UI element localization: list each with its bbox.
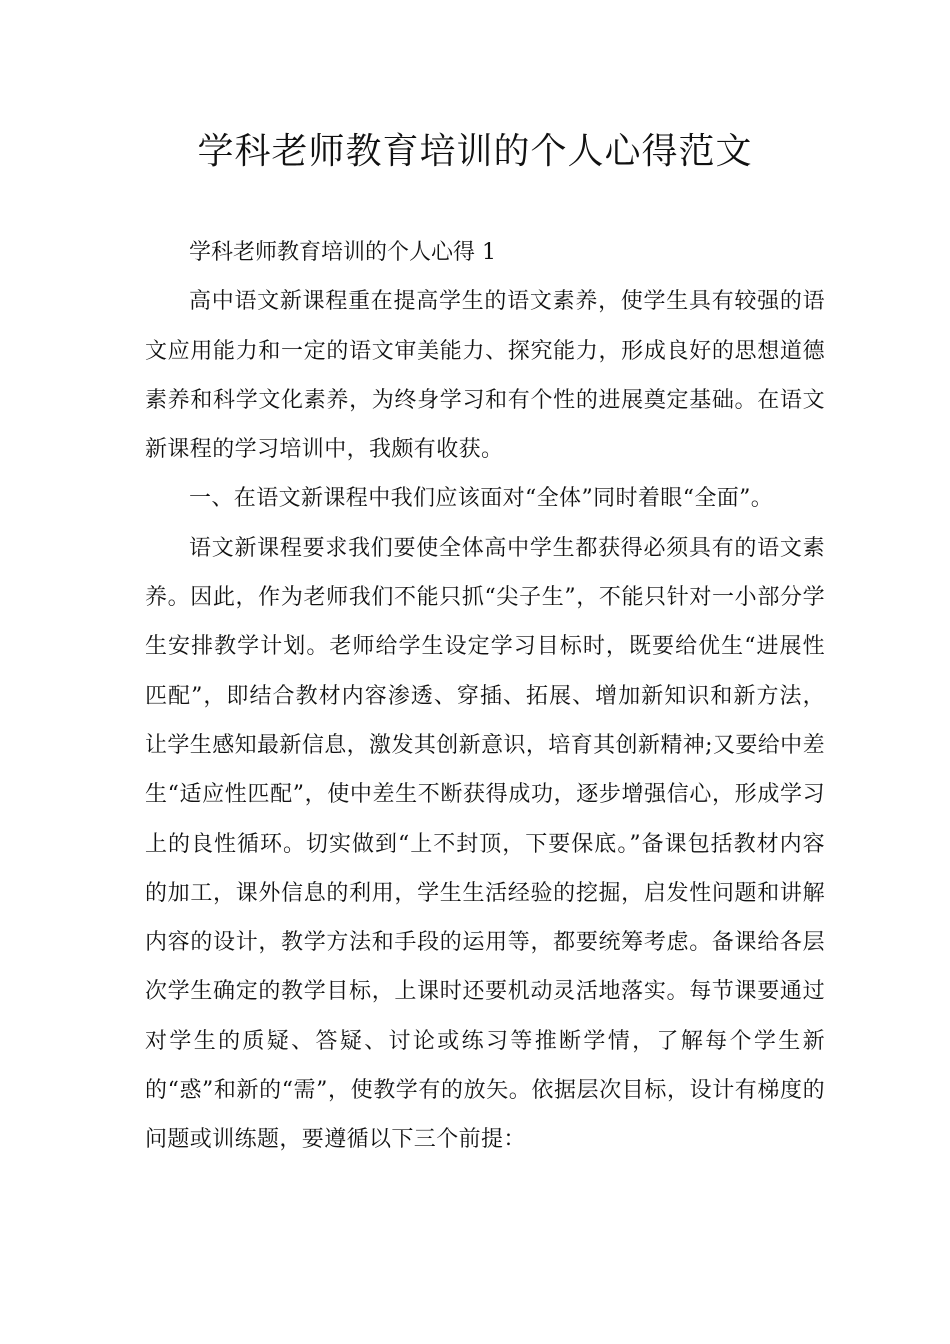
document-body — [145, 228, 825, 1165]
paragraph-intro: 高中语文新课程重在提高学生的语文素养，使学生具有较强的语文应用能力和一定的语文审美能力、探究能力，形成良好的思想道德素养和科学文化素养，为终身学习和有个性的进展奠定基础。在语文新课程的学习培训中，我颇有收获。 — [145, 289, 825, 463]
paragraph-point-one: 一、在语文新课程中我们应该面对“全体”同时着眼“全面”。 — [189, 486, 774, 512]
paragraph-details: 语文新课程要求我们要使全体高中学生都获得必须具有的语文素养。因此，作为老师我们不能只抓“尖子生”，不能只针对一小部分学生安排教学计划。老师给学生设定学习目标时，既要给优生“进展性匹配”，即结合教材内容渗透、穿插、拓展、增加新知识和新方法，让学生感知最新信息，激发其创新意识，培育其创新精神;又要给中差生“适应性匹配”，使中差生不断获得成功，逐步增强信心，形成学习上的良性循环。切实做到“上不封顶，下要保底。”备课包括教材内容的加工，课外信息的利用，学生生活经验的挖掘，启发性问题和讲解内容的设计，教学方法和手段的运用等，都要统筹考虑。备课给各层次学生确定的教学目标，上课时还要机动灵活地落实。每节课要通过对学生的质疑、答疑、讨论或练习等推断学情，了解每个学生新的“惑”和新的“需”，使教学有的放矢。依据层次目标，设计有梯度的问题或训练题，要遵循以下三个前提： — [145, 535, 825, 1153]
section-subheading: 学科老师教育培训的个人心得 1 — [189, 240, 496, 265]
document-title: 学科老师教育培训的个人心得范文 — [197, 131, 753, 172]
